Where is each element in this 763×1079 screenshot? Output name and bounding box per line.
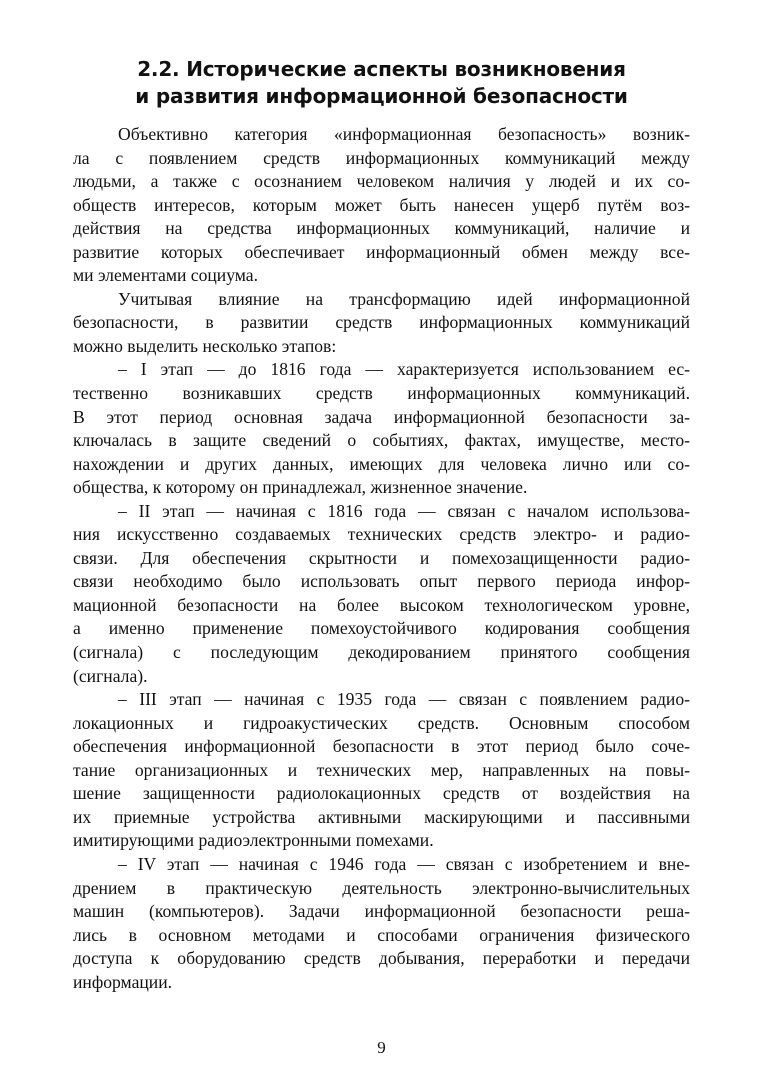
text-line: Учитывая влияние на трансформацию идей информационной: [118, 288, 690, 309]
paragraph: [73, 123, 690, 288]
paragraph: [73, 853, 690, 994]
section-heading: [73, 56, 690, 110]
heading-line-1: 2.2. Исторические аспекты возникновения: [137, 57, 626, 81]
text-line: имитирующими радиоэлектронными помехами.: [73, 830, 434, 851]
text-line: связи необходимо было использовать опыт первого периода инфор-: [73, 571, 690, 592]
text-line: локационных и гидроакустических средств. Основным способом: [73, 712, 690, 733]
text-line: связи. Для обеспечения скрытности и помехозащищенности радио-: [73, 547, 690, 568]
body-text: [73, 123, 690, 994]
text-line: В этот период основная задача информационной безопасности за-: [73, 406, 690, 427]
text-line: мационной безопасности на более высоком технологическом уровне,: [73, 594, 690, 615]
text-line: ния искусственно создаваемых технических средств электро- и радио-: [73, 524, 690, 545]
text-line: доступа к оборудованию средств добывания, переработки и передачи: [73, 948, 690, 969]
text-line: Объективно категория «информационная безопасность» возник-: [118, 124, 690, 144]
text-line: людьми, а также с осознанием человеком наличия у людей и их со-: [73, 171, 690, 192]
text-line: общества, к которому он принадлежал, жизненное значение.: [73, 477, 528, 498]
text-line: – I этап — до 1816 года — характеризуется использованием ес-: [118, 359, 690, 380]
text-line: (сигнала) с последующим декодированием принятого сообщения: [73, 642, 690, 663]
paragraph: [73, 358, 690, 499]
text-line: развитие которых обеспечивает информационный обмен между все-: [73, 241, 690, 262]
text-line: информации.: [73, 971, 173, 992]
text-line: дрением в практическую деятельность электронно-вычислительных: [73, 877, 690, 898]
text-line: ми элементами социума.: [73, 265, 259, 286]
text-line: тественно возникавших средств информационных коммуникаций.: [73, 383, 690, 404]
paragraph: [73, 688, 690, 853]
text-line: – IV этап — начиная с 1946 года — связан с изобретением и вне-: [118, 853, 690, 874]
text-line: ключалась в защите сведений о событиях, фактах, имуществе, место-: [73, 430, 690, 451]
text-line: ла с появлением средств информационных коммуникаций между: [73, 147, 690, 168]
text-line: обществ интересов, которым может быть нанесен ущерб путём воз-: [73, 194, 690, 215]
text-line: шение защищенности радиолокационных средств от воздействия на: [73, 783, 690, 804]
text-line: тание организационных и технических мер, направленных на повы-: [73, 759, 690, 780]
text-line: нахождении и других данных, имеющих для человека лично или со-: [73, 453, 690, 474]
text-line: обеспечения информационной безопасности в этот период было соче-: [73, 736, 690, 757]
paragraph: [73, 500, 690, 688]
heading-line-2: и развития информационной безопасности: [135, 84, 628, 108]
text-line: а именно применение помехоустойчивого кодирования сообщения: [73, 618, 690, 639]
text-line: – II этап — начиная с 1816 года — связан с началом использова-: [118, 500, 690, 521]
text-line: – III этап — начиная с 1935 года — связан с появлением радио-: [118, 689, 690, 710]
text-line: действия на средства информационных коммуникаций, наличие и: [73, 218, 690, 239]
text-line: безопасности, в развитии средств информационных коммуникаций: [73, 312, 690, 333]
text-line: можно выделить несколько этапов:: [73, 335, 337, 356]
text-line: машин (компьютеров). Задачи информационной безопасности реша-: [73, 901, 690, 922]
text-line: лись в основном методами и способами ограничения физического: [73, 924, 690, 945]
page-number: 9: [377, 1038, 386, 1057]
paragraph: [73, 288, 690, 359]
text-line: (сигнала).: [73, 665, 148, 686]
text-line: их приемные устройства активными маскирующими и пассивными: [73, 806, 690, 827]
page-content: [73, 56, 690, 994]
